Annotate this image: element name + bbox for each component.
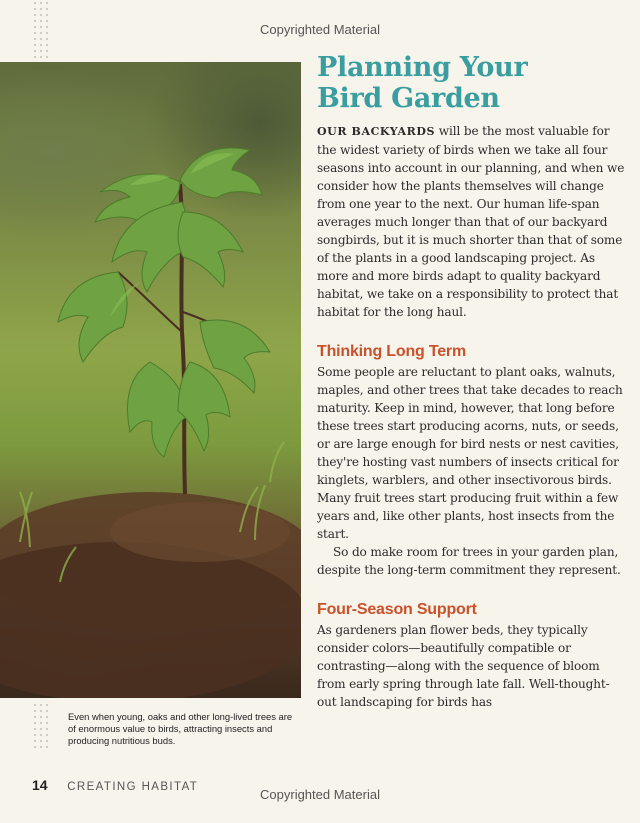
four-season-paragraph-1: As gardeners plan flower beds, they typically consider colors—beautifully compatible or contrasting—along with the sequence of bloom from early spring through late fall. Well-thought-out landscaping for birds has <box>317 623 610 709</box>
oak-sapling-photo <box>0 62 301 698</box>
intro-lead-in: OUR BACKYARDS <box>317 125 436 138</box>
intro-paragraph <box>317 122 627 321</box>
section-name: CREATING HABITAT <box>67 781 199 793</box>
page-number: 14 <box>32 777 48 793</box>
title-line-2: Bird Garden <box>317 83 500 114</box>
sapling-illustration <box>0 62 301 698</box>
long-term-paragraph-1: Some people are reluctant to plant oaks, walnuts, maples, and other trees that take decades to reach maturity. Keep in mind, however, that long before these trees start producing acorns, nuts, or seeds, or are large enough for bird nests or nest cavities, they're hosting vast numbers of insects critical for kinglets, warblers, and other insectivorous birds. Many fruit trees start producing fruit within a few years and, like other plants, host insects from the start. <box>317 365 623 541</box>
photo-caption: Even when young, oaks and other long-lived trees are of enormous value to birds, attracting insects and producing nutritious buds. <box>68 711 293 746</box>
page-title <box>317 52 627 114</box>
title-line-1: Planning Your <box>317 52 528 83</box>
decorative-dots-side <box>32 702 48 748</box>
copyright-bottom: Copyrighted Material <box>260 787 380 802</box>
section-heading-four-season: Four-Season Support <box>317 601 477 618</box>
article-column <box>317 52 627 711</box>
section-heading-long-term: Thinking Long Term <box>317 343 466 360</box>
long-term-paragraph-2: So do make room for trees in your garden plan, despite the long-term commitment they represent. <box>317 545 621 577</box>
intro-body: will be the most valuable for the widest variety of birds when we take all four seasons into account in our planning, and when we consider how the plants themselves will change from one year to the next. Our human life-span averages much longer than that of our backyard songbirds, but it is much shorter than that of some of the plants in a good landscaping project. As more and more birds adapt to quality backyard habitat, we take on a responsibility to protect that habitat for the long haul. <box>317 124 625 319</box>
copyright-top: Copyrighted Material <box>260 22 380 37</box>
decorative-dots-top <box>32 0 48 58</box>
